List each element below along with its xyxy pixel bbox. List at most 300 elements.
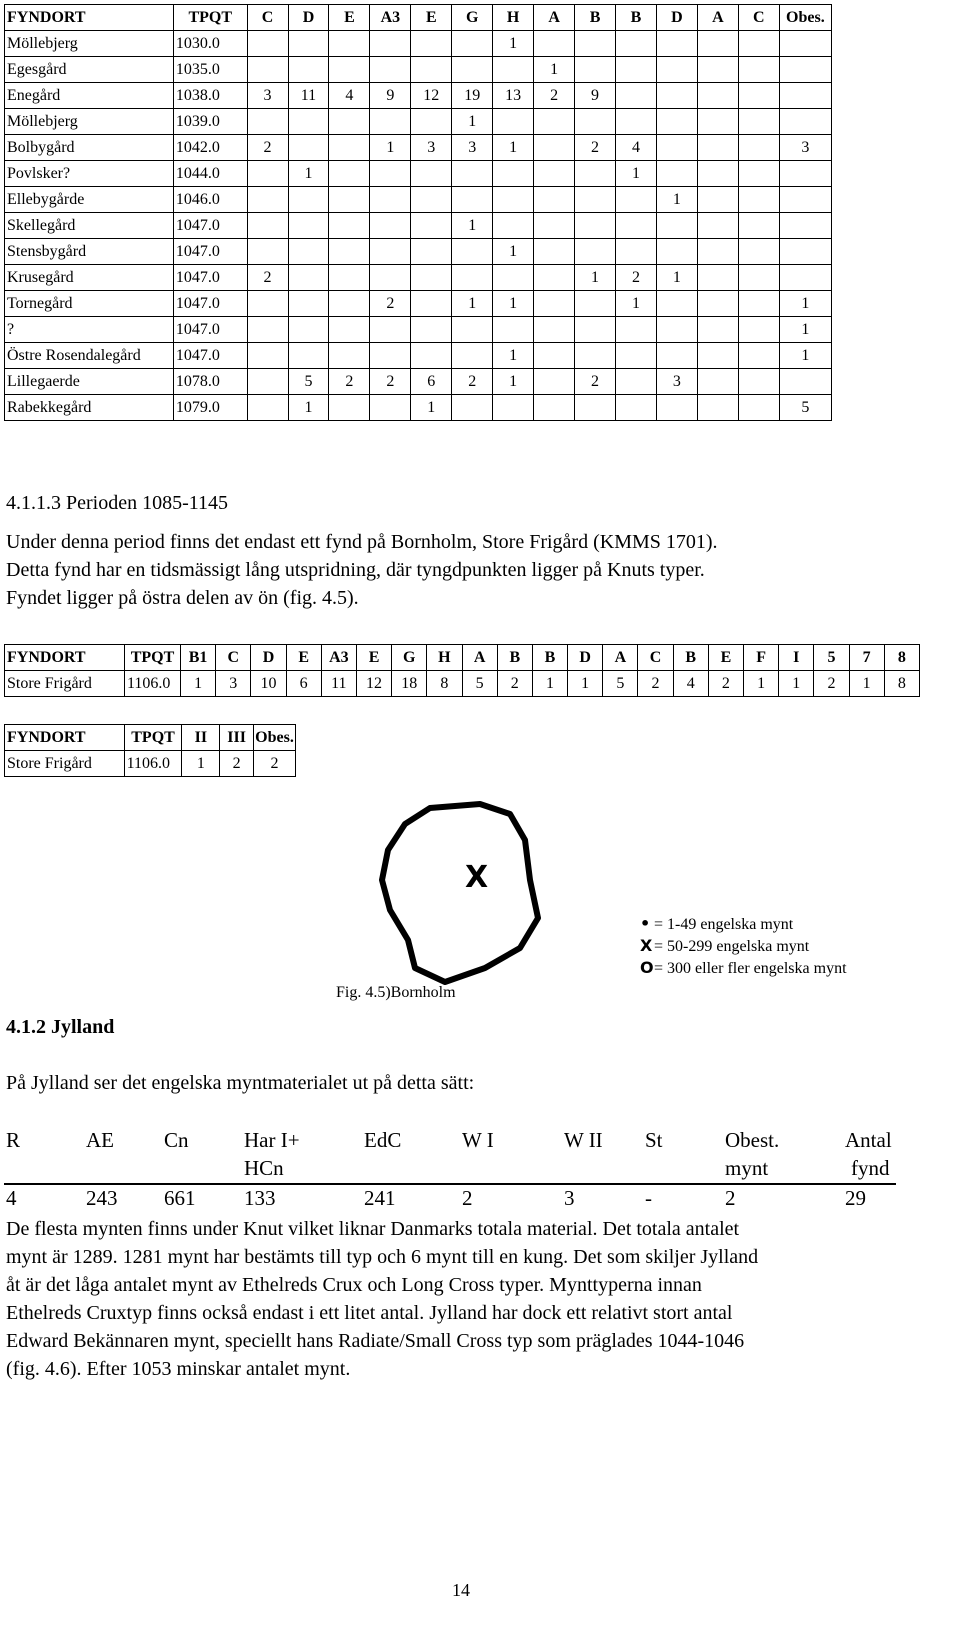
- find-location-cell: Store Frigård: [5, 671, 125, 697]
- jylland-values-row: [0, 1186, 960, 1214]
- count-cell: 19: [452, 83, 493, 109]
- count-cell: [452, 187, 493, 213]
- tpq-cell: 1047.0: [173, 317, 247, 343]
- count-cell: [575, 109, 616, 135]
- table-row: [5, 671, 920, 697]
- count-cell: 8: [884, 671, 919, 697]
- jylland-column-header: St: [645, 1128, 663, 1152]
- table-row: [5, 265, 832, 291]
- column-header: FYNDORT: [5, 5, 174, 31]
- paragraph-line: mynt är 1289. 1281 mynt har bestämts till typ och 6 mynt till en kung. Det som skiljer Jylland: [6, 1246, 759, 1268]
- table-row: [5, 57, 832, 83]
- count-cell: [493, 161, 534, 187]
- count-cell: [288, 109, 329, 135]
- page-number: 14: [452, 1580, 470, 1600]
- count-cell: 1: [532, 671, 567, 697]
- count-cell: [656, 395, 697, 421]
- jylland-value-cell: 3: [564, 1186, 575, 1210]
- count-cell: [575, 317, 616, 343]
- count-cell: [411, 265, 452, 291]
- count-cell: [738, 369, 779, 395]
- count-cell: [575, 343, 616, 369]
- paragraph-line: De flesta mynten finns under Knut vilket liknar Danmarks totala material. Det totala antalet: [6, 1218, 740, 1240]
- column-header: E: [329, 5, 370, 31]
- find-location-cell: Store Frigård: [5, 751, 125, 777]
- column-header: F: [744, 645, 779, 671]
- count-cell: 1: [534, 57, 575, 83]
- column-header: E: [708, 645, 743, 671]
- jylland-value-cell: 2: [462, 1186, 473, 1210]
- count-cell: [411, 161, 452, 187]
- count-cell: [779, 161, 831, 187]
- count-cell: [411, 317, 452, 343]
- count-cell: 13: [493, 83, 534, 109]
- count-cell: [616, 187, 657, 213]
- count-cell: 2: [370, 369, 411, 395]
- count-cell: [452, 343, 493, 369]
- count-cell: [697, 213, 738, 239]
- count-cell: [370, 187, 411, 213]
- count-cell: 1: [411, 395, 452, 421]
- count-cell: [452, 31, 493, 57]
- count-cell: [534, 317, 575, 343]
- tpq-cell: 1046.0: [173, 187, 247, 213]
- jylland-column-header: Cn: [164, 1128, 189, 1152]
- count-cell: 1: [493, 135, 534, 161]
- count-cell: 9: [575, 83, 616, 109]
- count-cell: [779, 369, 831, 395]
- count-cell: 11: [288, 83, 329, 109]
- count-cell: [288, 213, 329, 239]
- count-cell: [247, 369, 288, 395]
- count-cell: [452, 317, 493, 343]
- count-cell: 1: [493, 291, 534, 317]
- find-location-cell: Östre Rosendalegård: [5, 343, 174, 369]
- count-cell: [738, 395, 779, 421]
- find-location-cell: Krusegård: [5, 265, 174, 291]
- count-cell: [697, 291, 738, 317]
- count-cell: [534, 395, 575, 421]
- count-cell: 1: [744, 671, 779, 697]
- count-cell: 1: [493, 343, 534, 369]
- count-cell: [493, 395, 534, 421]
- count-cell: [697, 187, 738, 213]
- legend-label: = 300 eller fler engelska mynt: [654, 960, 847, 977]
- count-cell: [656, 135, 697, 161]
- count-cell: [493, 213, 534, 239]
- count-cell: [288, 239, 329, 265]
- find-location-cell: Lillegaerde: [5, 369, 174, 395]
- count-cell: [738, 239, 779, 265]
- column-header: B: [575, 5, 616, 31]
- count-cell: [411, 109, 452, 135]
- table-row: [5, 83, 832, 109]
- find-location-cell: Möllebjerg: [5, 109, 174, 135]
- count-cell: [534, 343, 575, 369]
- column-header: A: [697, 5, 738, 31]
- count-cell: [697, 239, 738, 265]
- column-header: C: [738, 5, 779, 31]
- column-header: B: [497, 645, 532, 671]
- count-cell: [697, 317, 738, 343]
- column-header: Obes.: [779, 5, 831, 31]
- count-cell: 10: [251, 671, 286, 697]
- tpq-cell: 1047.0: [173, 343, 247, 369]
- count-cell: 12: [356, 671, 391, 697]
- paragraph-line: (fig. 4.6). Efter 1053 minskar antalet mynt.: [6, 1358, 351, 1380]
- map-legend: [640, 914, 890, 984]
- find-location-cell: Möllebjerg: [5, 31, 174, 57]
- count-cell: [370, 161, 411, 187]
- count-cell: 1: [779, 343, 831, 369]
- count-cell: [616, 317, 657, 343]
- jylland-column-header: EdC: [364, 1128, 402, 1152]
- count-cell: [534, 135, 575, 161]
- count-cell: [370, 343, 411, 369]
- legend-item: [640, 936, 809, 956]
- count-cell: [738, 317, 779, 343]
- count-cell: [534, 161, 575, 187]
- count-cell: [697, 31, 738, 57]
- column-header: 5: [814, 645, 849, 671]
- column-header: FYNDORT: [5, 725, 125, 751]
- tpq-cell: 1038.0: [173, 83, 247, 109]
- count-cell: 5: [462, 671, 497, 697]
- legend-item: [640, 958, 847, 978]
- count-cell: [779, 265, 831, 291]
- count-cell: [616, 213, 657, 239]
- table-header-row: [5, 725, 296, 751]
- count-cell: [697, 57, 738, 83]
- count-cell: [697, 161, 738, 187]
- count-cell: 1: [656, 265, 697, 291]
- legend-symbol-icon: X: [640, 936, 653, 955]
- column-header: E: [411, 5, 452, 31]
- count-cell: [288, 31, 329, 57]
- column-header: 8: [884, 645, 919, 671]
- column-header: III: [220, 725, 254, 751]
- column-header: A: [462, 645, 497, 671]
- tpq-cell: 1030.0: [173, 31, 247, 57]
- column-header: C: [247, 5, 288, 31]
- column-header: D: [656, 5, 697, 31]
- count-cell: 2: [616, 265, 657, 291]
- column-header: TPQT: [125, 645, 181, 671]
- jylland-column-header: Obest.: [725, 1128, 780, 1152]
- column-header: I: [779, 645, 814, 671]
- section-paragraph: [6, 528, 916, 612]
- paragraph-line: åt är det låga antalet mynt av Ethelreds Crux och Long Cross typer. Mynttyperna innan: [6, 1274, 702, 1296]
- count-cell: 5: [603, 671, 638, 697]
- count-cell: [247, 291, 288, 317]
- column-header: A3: [321, 645, 356, 671]
- count-cell: [247, 239, 288, 265]
- legend-label: = 50-299 engelska mynt: [654, 938, 810, 955]
- coin-find-table-3: [4, 724, 296, 777]
- count-cell: [779, 31, 831, 57]
- count-cell: [697, 83, 738, 109]
- column-header: B: [673, 645, 708, 671]
- map-marker-x: X: [465, 860, 489, 895]
- column-header: B: [532, 645, 567, 671]
- count-cell: 1: [575, 265, 616, 291]
- count-cell: 2: [247, 265, 288, 291]
- bornholm-map-outline: [360, 800, 560, 990]
- tpq-cell: 1078.0: [173, 369, 247, 395]
- column-header: E: [356, 645, 391, 671]
- count-cell: [288, 187, 329, 213]
- find-location-cell: Povlsker?: [5, 161, 174, 187]
- column-header: H: [493, 5, 534, 31]
- table-row: [5, 369, 832, 395]
- jylland-column-header: R: [6, 1128, 21, 1152]
- column-header: D: [288, 5, 329, 31]
- count-cell: [656, 57, 697, 83]
- count-cell: [452, 239, 493, 265]
- count-cell: [779, 83, 831, 109]
- count-cell: [493, 187, 534, 213]
- count-cell: [411, 239, 452, 265]
- count-cell: [288, 317, 329, 343]
- count-cell: [329, 317, 370, 343]
- bornholm-map-figure: [336, 800, 900, 1020]
- count-cell: [575, 395, 616, 421]
- count-cell: [779, 213, 831, 239]
- section-heading-jylland: 4.1.2 Jylland: [6, 1016, 115, 1038]
- column-header: FYNDORT: [5, 645, 125, 671]
- count-cell: [493, 265, 534, 291]
- count-cell: 1: [656, 187, 697, 213]
- table-row: [5, 161, 832, 187]
- count-cell: 9: [370, 83, 411, 109]
- count-cell: [329, 213, 370, 239]
- table-row: [5, 291, 832, 317]
- count-cell: [288, 57, 329, 83]
- count-cell: [697, 395, 738, 421]
- find-location-cell: Bolbygård: [5, 135, 174, 161]
- count-cell: [534, 109, 575, 135]
- table-row: [5, 187, 832, 213]
- jylland-value-cell: 29: [845, 1186, 866, 1210]
- column-header: G: [392, 645, 427, 671]
- jylland-column-header: HCn: [244, 1156, 284, 1180]
- count-cell: 6: [411, 369, 452, 395]
- column-header: D: [251, 645, 286, 671]
- count-cell: 1: [493, 239, 534, 265]
- count-cell: [738, 291, 779, 317]
- section-heading-period-1085-1145: 4.1.1.3 Perioden 1085-1145: [6, 492, 229, 514]
- tpq-cell: 1044.0: [173, 161, 247, 187]
- column-header: II: [182, 725, 220, 751]
- count-cell: [247, 343, 288, 369]
- count-cell: [411, 187, 452, 213]
- count-cell: [452, 161, 493, 187]
- find-location-cell: ?: [5, 317, 174, 343]
- table-row: [5, 751, 296, 777]
- count-cell: 2: [575, 369, 616, 395]
- count-cell: [534, 291, 575, 317]
- count-cell: [329, 395, 370, 421]
- count-cell: 1: [616, 291, 657, 317]
- find-location-cell: Egesgård: [5, 57, 174, 83]
- column-header: G: [452, 5, 493, 31]
- count-cell: 2: [534, 83, 575, 109]
- table-row: [5, 109, 832, 135]
- count-cell: [247, 57, 288, 83]
- count-cell: [656, 239, 697, 265]
- tpq-cell: 1047.0: [173, 213, 247, 239]
- count-cell: 1: [779, 291, 831, 317]
- count-cell: [329, 135, 370, 161]
- table-header-row: [5, 645, 920, 671]
- count-cell: 2: [638, 671, 673, 697]
- count-cell: [697, 343, 738, 369]
- count-cell: 2: [220, 751, 254, 777]
- count-cell: [575, 161, 616, 187]
- count-cell: 1: [288, 395, 329, 421]
- count-cell: [616, 57, 657, 83]
- count-cell: [411, 31, 452, 57]
- section-intro: På Jylland ser det engelska myntmaterialet ut på detta sätt:: [6, 1072, 475, 1094]
- count-cell: [370, 395, 411, 421]
- count-cell: [247, 187, 288, 213]
- count-cell: [738, 31, 779, 57]
- count-cell: [288, 291, 329, 317]
- count-cell: 2: [708, 671, 743, 697]
- count-cell: [329, 239, 370, 265]
- table-row: [5, 395, 832, 421]
- count-cell: 2: [329, 369, 370, 395]
- find-location-cell: Stensbygård: [5, 239, 174, 265]
- count-cell: [247, 395, 288, 421]
- count-cell: 1: [288, 161, 329, 187]
- column-header: Obes.: [254, 725, 296, 751]
- count-cell: [656, 317, 697, 343]
- count-cell: [616, 31, 657, 57]
- count-cell: 1: [849, 671, 884, 697]
- table-row: [5, 239, 832, 265]
- jylland-column-header: mynt: [725, 1156, 769, 1180]
- count-cell: 4: [329, 83, 370, 109]
- legend-symbol-icon: O: [640, 958, 654, 977]
- find-location-cell: Ellebygårde: [5, 187, 174, 213]
- count-cell: [370, 213, 411, 239]
- count-cell: [329, 31, 370, 57]
- find-location-cell: Rabekkegård: [5, 395, 174, 421]
- count-cell: [738, 109, 779, 135]
- count-cell: 1: [616, 161, 657, 187]
- count-cell: [656, 291, 697, 317]
- count-cell: [534, 239, 575, 265]
- count-cell: [288, 343, 329, 369]
- jylland-value-cell: 661: [164, 1186, 196, 1210]
- tpq-cell: 1047.0: [173, 291, 247, 317]
- jylland-value-cell: 243: [86, 1186, 118, 1210]
- count-cell: 6: [286, 671, 321, 697]
- count-cell: 3: [779, 135, 831, 161]
- column-header: C: [216, 645, 251, 671]
- count-cell: 2: [247, 135, 288, 161]
- count-cell: [370, 109, 411, 135]
- count-cell: [411, 343, 452, 369]
- count-cell: [534, 369, 575, 395]
- table-row: [5, 31, 832, 57]
- count-cell: [779, 57, 831, 83]
- count-cell: [247, 109, 288, 135]
- count-cell: 2: [575, 135, 616, 161]
- count-cell: [575, 239, 616, 265]
- count-cell: [656, 161, 697, 187]
- count-cell: [656, 109, 697, 135]
- count-cell: [534, 31, 575, 57]
- paragraph-line: Detta fynd har en tidsmässigt lång utspridning, där tyngdpunkten ligger på Knuts typer.: [6, 559, 705, 581]
- count-cell: 18: [392, 671, 427, 697]
- jylland-value-cell: 4: [6, 1186, 17, 1210]
- count-cell: [738, 213, 779, 239]
- count-cell: [616, 109, 657, 135]
- count-cell: 5: [779, 395, 831, 421]
- count-cell: 3: [656, 369, 697, 395]
- column-header: B: [616, 5, 657, 31]
- count-cell: 1: [779, 671, 814, 697]
- tpq-cell: 1035.0: [173, 57, 247, 83]
- jylland-column-header: Antal: [845, 1128, 892, 1152]
- count-cell: [738, 265, 779, 291]
- count-cell: [370, 57, 411, 83]
- count-cell: [656, 31, 697, 57]
- table-header-row: [5, 5, 832, 31]
- count-cell: [370, 31, 411, 57]
- jylland-column-header: fynd: [851, 1156, 890, 1180]
- count-cell: [697, 265, 738, 291]
- find-location-cell: Enegård: [5, 83, 174, 109]
- jylland-value-cell: -: [645, 1186, 652, 1210]
- count-cell: 1: [493, 369, 534, 395]
- column-header: A3: [370, 5, 411, 31]
- count-cell: [247, 161, 288, 187]
- paragraph-line: Edward Bekännaren mynt, speciellt hans Radiate/Small Cross typ som präglades 1044-1046: [6, 1330, 745, 1352]
- count-cell: [779, 239, 831, 265]
- count-cell: [575, 57, 616, 83]
- figure-caption: Fig. 4.5)Bornholm: [336, 984, 456, 1001]
- paragraph-line: Fyndet ligger på östra delen av ön (fig. 4.5).: [6, 587, 359, 609]
- paragraph-line: Under denna period finns det endast ett fynd på Bornholm, Store Frigård (KMMS 1701).: [6, 531, 718, 553]
- coin-find-table-2: [4, 644, 920, 697]
- count-cell: [329, 343, 370, 369]
- jylland-header-row: [0, 1128, 960, 1156]
- count-cell: [370, 265, 411, 291]
- count-cell: [616, 83, 657, 109]
- jylland-value-cell: 2: [725, 1186, 736, 1210]
- count-cell: [656, 83, 697, 109]
- legend-item: [640, 914, 793, 934]
- table-row: [5, 135, 832, 161]
- count-cell: 1: [370, 135, 411, 161]
- column-header: C: [638, 645, 673, 671]
- count-cell: [697, 109, 738, 135]
- count-cell: 2: [814, 671, 849, 697]
- count-cell: [738, 343, 779, 369]
- count-cell: [616, 343, 657, 369]
- count-cell: [656, 213, 697, 239]
- count-cell: [697, 369, 738, 395]
- count-cell: [411, 291, 452, 317]
- count-cell: 12: [411, 83, 452, 109]
- table-row: [5, 343, 832, 369]
- count-cell: [288, 135, 329, 161]
- count-cell: 2: [254, 751, 296, 777]
- count-cell: [697, 135, 738, 161]
